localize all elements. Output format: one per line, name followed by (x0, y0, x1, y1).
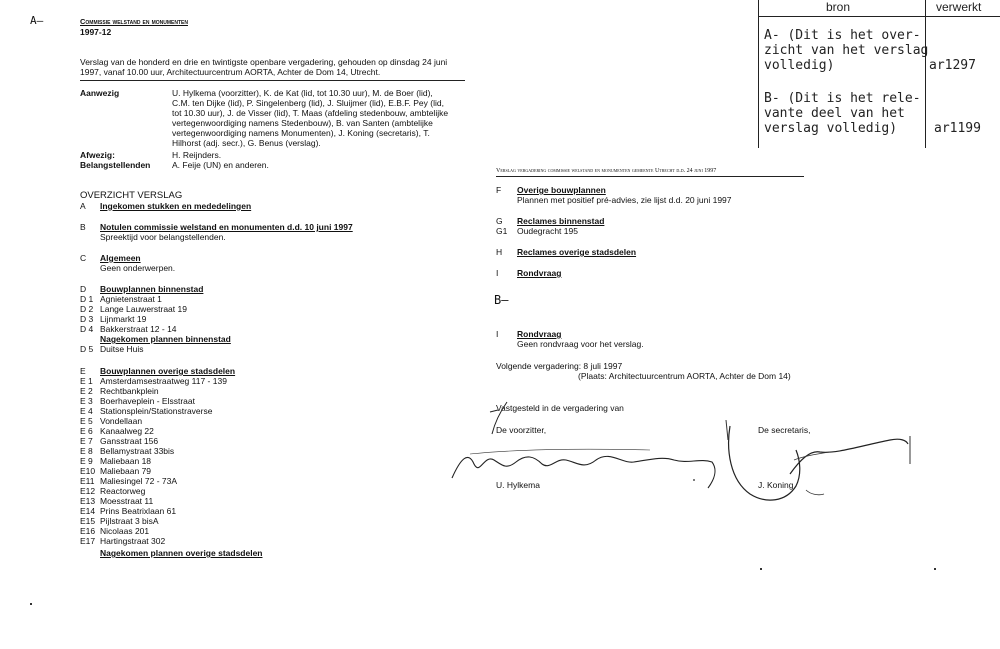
aanwezig-line: U. Hylkema (voorzitter), K. de Kat (lid, tot 10.30 uur), M. de Boer (lid), (172, 88, 433, 98)
list-item-text: Maliebaan 18 (100, 456, 152, 466)
list-item-text: Maliebaan 79 (100, 466, 152, 476)
list-item-text: Boerhaveplein - Elsstraat (100, 396, 195, 406)
section-e-title: Bouwplannen overige stadsdelen (100, 366, 236, 376)
list-item (80, 436, 227, 446)
section-code: C (80, 253, 87, 263)
scan-speck (30, 603, 32, 605)
item-code: G1 (496, 226, 508, 236)
item-code: E11 (80, 476, 95, 486)
org-name: Commissie welstand en monumenten (80, 17, 188, 26)
item-code: E16 (80, 526, 96, 536)
item-code: E14 (80, 506, 96, 516)
section-code: G (496, 216, 503, 226)
voorzitter-label: De voorzitter, (496, 425, 547, 435)
secretaris-name: J. Koning (758, 480, 794, 490)
item-code: E 8 (80, 446, 93, 456)
voorzitter-signature (450, 390, 740, 510)
section-d-nagekomen: Nagekomen plannen binnenstad (100, 334, 231, 344)
list-item (80, 526, 227, 536)
section-g-title: Reclames binnenstad (517, 216, 605, 226)
list-item: Agnietenstraat 1 (100, 294, 162, 304)
list-item (80, 506, 227, 516)
list-item (80, 376, 227, 386)
belangstellenden-label: Belangstellenden (80, 160, 151, 170)
list-item (80, 486, 227, 496)
document-number: 1997-12 (80, 27, 112, 37)
section-code: E (80, 366, 86, 376)
list-item (80, 426, 227, 436)
item-code: D 4 (80, 324, 94, 334)
list-item (80, 396, 227, 406)
list-item (80, 536, 227, 546)
list-item-text: Rechtbankplein (100, 386, 159, 396)
belangstellenden-value: A. Feije (UN) en anderen. (172, 160, 269, 170)
list-item (80, 446, 227, 456)
section-f-title: Overige bouwplannen (517, 185, 606, 195)
list-item: Oudegracht 195 (517, 226, 578, 236)
intro-line-2: 1997, vanaf 10.00 uur, Architectuurcentrum AORTA, Achter de Dom 14, Utrecht. (80, 67, 381, 77)
section-h-title: Reclames overige stadsdelen (517, 247, 637, 257)
secretaris-signature (720, 410, 920, 520)
aanwezig-line: vertegenwoordiging namens Monumenten), J. Koning (secretaris), T. (172, 128, 430, 138)
list-item (80, 406, 227, 416)
list-item: Lijnmarkt 19 (100, 314, 147, 324)
item-code: E10 (80, 466, 96, 476)
list-item: Lange Lauwerstraat 19 (100, 304, 187, 314)
section-i2-sub: Geen rondvraag voor het verslag. (517, 339, 644, 349)
list-item-text: Vondellaan (100, 416, 143, 426)
voorzitter-name: U. Hylkema (496, 480, 540, 490)
section-e-list (80, 376, 227, 546)
list-item (80, 386, 227, 396)
item-code: D 1 (80, 294, 94, 304)
item-code: E17 (80, 536, 96, 546)
scan-speck (760, 568, 762, 570)
item-code: D 5 (80, 344, 94, 354)
section-f-sub: Plannen met positief pré-advies, zie lijst d.d. 20 juni 1997 (517, 195, 732, 205)
divider (80, 80, 465, 81)
aanwezig-line: tot 10.30 uur), J. de Visser (lid), T. Maas (afdeling stedenbouw, ambtelijke (172, 108, 449, 118)
afwezig-value: H. Reijnders. (172, 150, 222, 160)
item-code: E15 (80, 516, 96, 526)
vastgesteld-label: Vastgesteld in de vergadering van (496, 403, 624, 413)
section-c-title: Algemeen (100, 253, 141, 263)
section-code: I (496, 329, 499, 339)
list-item-text: Gansstraat 156 (100, 436, 159, 446)
item-code: E 6 (80, 426, 93, 436)
section-code: F (496, 185, 502, 195)
aanwezig-line: Hilhorst (adj. secr.), G. Benus (verslag). (172, 138, 321, 148)
list-item: Bakkerstraat 12 - 14 (100, 324, 177, 334)
verwerkt-row-a: ar1297 (929, 58, 976, 73)
section-code: B (80, 222, 86, 232)
aanwezig-line: C.M. ten Dijke (lid), P. Singelenberg (lid), J. Sluijmer (lid), E.B.F. Pey (lid, (172, 98, 444, 108)
item-code: E12 (80, 486, 96, 496)
intro-line-1: Verslag van de honderd en drie en twintigste openbare vergadering, gehouden op dinsdag 24 juni (80, 57, 448, 67)
bron-header: bron (826, 0, 851, 14)
section-a-title: Ingekomen stukken en mededelingen (100, 201, 252, 211)
afwezig-label: Afwezig: (80, 150, 115, 160)
aanwezig-label: Aanwezig (80, 88, 120, 98)
item-code: E 7 (80, 436, 93, 446)
next-meeting: Volgende vergadering: 8 juli 1997 (496, 361, 623, 371)
list-item-text: Bellamystraat 33bis (100, 446, 175, 456)
section-i-title: Rondvraag (517, 268, 562, 278)
item-code: E13 (80, 496, 96, 506)
left-document (0, 0, 480, 649)
list-item-text: Moesstraat 11 (100, 496, 154, 506)
scan-speck (934, 568, 936, 570)
section-code: H (496, 247, 503, 257)
list-item-text: Nicolaas 201 (100, 526, 150, 536)
list-item (80, 496, 227, 506)
item-code: D 2 (80, 304, 94, 314)
list-item-text: Kanaalweg 22 (100, 426, 154, 436)
list-item (80, 416, 227, 426)
list-item-text: Hartingstraat 302 (100, 536, 166, 546)
next-meeting-place: (Plaats: Architectuurcentrum AORTA, Achter de Dom 14) (578, 371, 791, 381)
list-item-text: Stationsplein/Stationstraverse (100, 406, 213, 416)
section-e-nagekomen: Nagekomen plannen overige stadsdelen (100, 548, 263, 558)
list-item (80, 466, 227, 476)
running-header-rule (496, 176, 804, 177)
list-item (80, 456, 227, 466)
list-item: Duitse Huis (100, 344, 144, 354)
section-b-title: Notulen commissie welstand en monumenten d.d. 10 juni 1997 (100, 222, 353, 232)
item-code: E 1 (80, 376, 93, 386)
item-code: E 2 (80, 386, 93, 396)
list-item-text: Reactorweg (100, 486, 146, 496)
bron-table (758, 0, 1000, 148)
bron-row-b: B- (Dit is het rele- vante deel van het verslag volledig) (764, 91, 921, 136)
item-code: E 9 (80, 456, 93, 466)
section-code: D (80, 284, 87, 294)
section-code: A (80, 201, 86, 211)
aanwezig-line: vertegenwoordiging namens Stedenbouw), B. van Santen (ambtelijke (172, 118, 433, 128)
section-i2-title: Rondvraag (517, 329, 562, 339)
secretaris-label: De secretaris, (758, 425, 811, 435)
section-b-sub: Spreektijd voor belangstellenden. (100, 232, 226, 242)
bron-row-a: A- (Dit is het over- zicht van het verslag volledig) (764, 28, 929, 73)
section-d-title: Bouwplannen binnenstad (100, 284, 204, 294)
list-item (80, 476, 227, 486)
aanwezig-list (172, 88, 448, 148)
overzicht-title: OVERZICHT VERSLAG (80, 190, 183, 201)
marker-b: B— (494, 293, 509, 307)
list-item (80, 516, 227, 526)
list-item-text: Maliesingel 72 - 73A (100, 476, 178, 486)
item-code: E 4 (80, 406, 93, 416)
section-c-sub: Geen onderwerpen. (100, 263, 176, 273)
section-code: I (496, 268, 499, 278)
item-code: E 5 (80, 416, 93, 426)
verwerkt-row-b: ar1199 (934, 121, 981, 136)
marker-a: A— (30, 14, 44, 27)
item-code: D 3 (80, 314, 94, 324)
list-item-text: Prins Beatrixlaan 61 (100, 506, 177, 516)
list-item-text: Pijlstraat 3 bisA (100, 516, 159, 526)
verwerkt-header: verwerkt (936, 0, 982, 14)
list-item-text: Amsterdamsestraatweg 117 - 139 (100, 376, 227, 386)
item-code: E 3 (80, 396, 93, 406)
running-header: Verslag vergadering commissie welstand en monumenten gemeente Utrecht d.d. 24 juni 1997 (496, 168, 717, 174)
